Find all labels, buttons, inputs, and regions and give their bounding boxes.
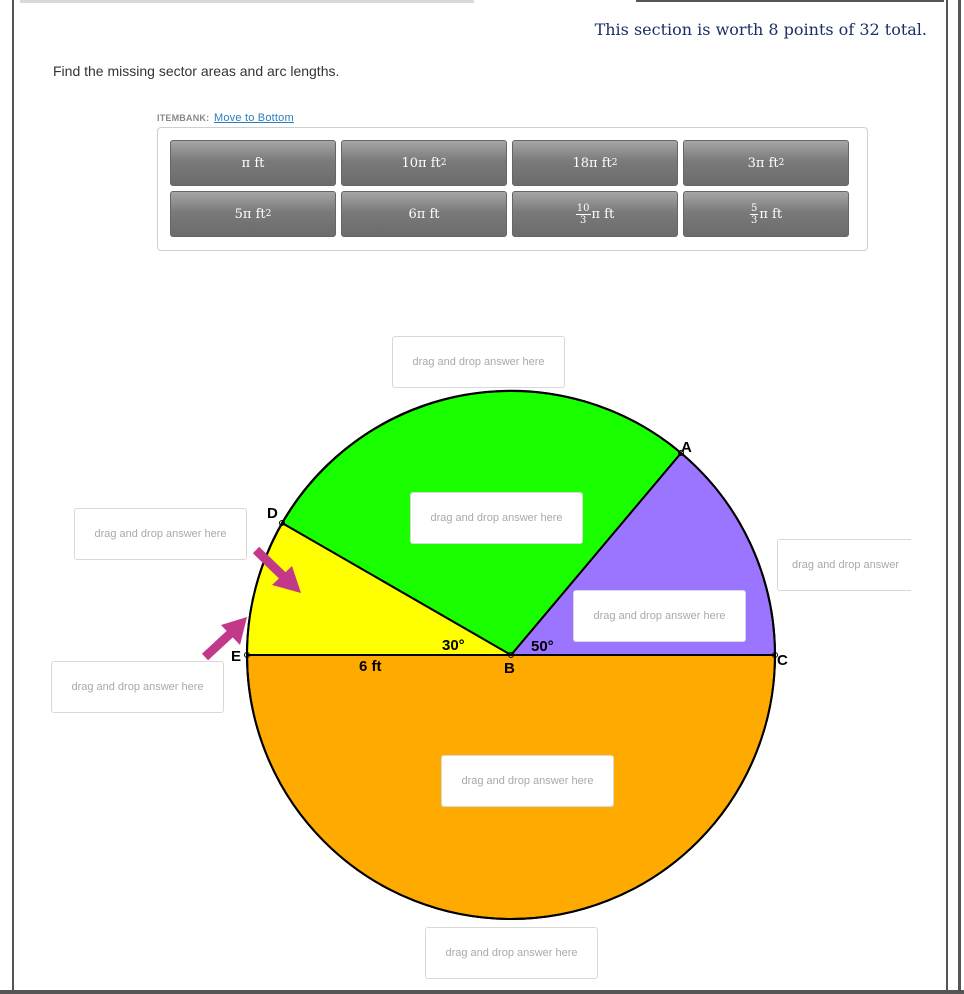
angle-dbe-label: 30°: [442, 637, 465, 654]
move-to-bottom-link[interactable]: Move to Bottom: [214, 112, 294, 124]
angle-abc-label: 50°: [531, 638, 554, 655]
answer-tile[interactable]: 10π ft 2: [341, 140, 507, 186]
fraction: $\frac{10}{3}$: [576, 202, 590, 226]
drop-zone-right[interactable]: drag and drop answer: [777, 539, 911, 591]
itembank-label: ITEMBANK:: [157, 113, 210, 123]
drop-zone-purple[interactable]: drag and drop answer here: [573, 590, 746, 642]
question-prompt: Find the missing sector areas and arc lengths.: [53, 63, 340, 79]
answer-tile[interactable]: $\frac{5}{3}$ π ft: [683, 191, 849, 237]
point-a-label: A: [681, 439, 692, 456]
radius-label: 6 ft: [359, 658, 382, 675]
section-score: This section is worth 8 points of 32 total.: [594, 20, 927, 39]
drop-zone-bottom[interactable]: drag and drop answer here: [425, 927, 598, 979]
point-b-label: B: [504, 660, 515, 677]
point-e-label: E: [231, 648, 242, 665]
fraction: $\frac{5}{3}$: [750, 202, 758, 226]
answer-tile[interactable]: π ft: [170, 140, 336, 186]
answer-tile[interactable]: $\frac{10}{3}$ π ft: [512, 191, 678, 237]
drop-zone-left-lower[interactable]: drag and drop answer here: [51, 661, 224, 713]
drop-zone-left-upper[interactable]: drag and drop answer here: [74, 508, 247, 560]
answer-tile[interactable]: 3π ft 2: [683, 140, 849, 186]
point-c-label: C: [777, 652, 788, 669]
answer-tile[interactable]: 6π ft: [341, 191, 507, 237]
drop-zone-top[interactable]: drag and drop answer here: [392, 336, 565, 388]
drop-zone-orange[interactable]: drag and drop answer here: [441, 755, 614, 807]
drop-zone-green[interactable]: drag and drop answer here: [410, 492, 583, 544]
answer-tile[interactable]: 5π ft 2: [170, 191, 336, 237]
answer-tile[interactable]: 18π ft 2: [512, 140, 678, 186]
point-d-label: D: [267, 505, 278, 522]
